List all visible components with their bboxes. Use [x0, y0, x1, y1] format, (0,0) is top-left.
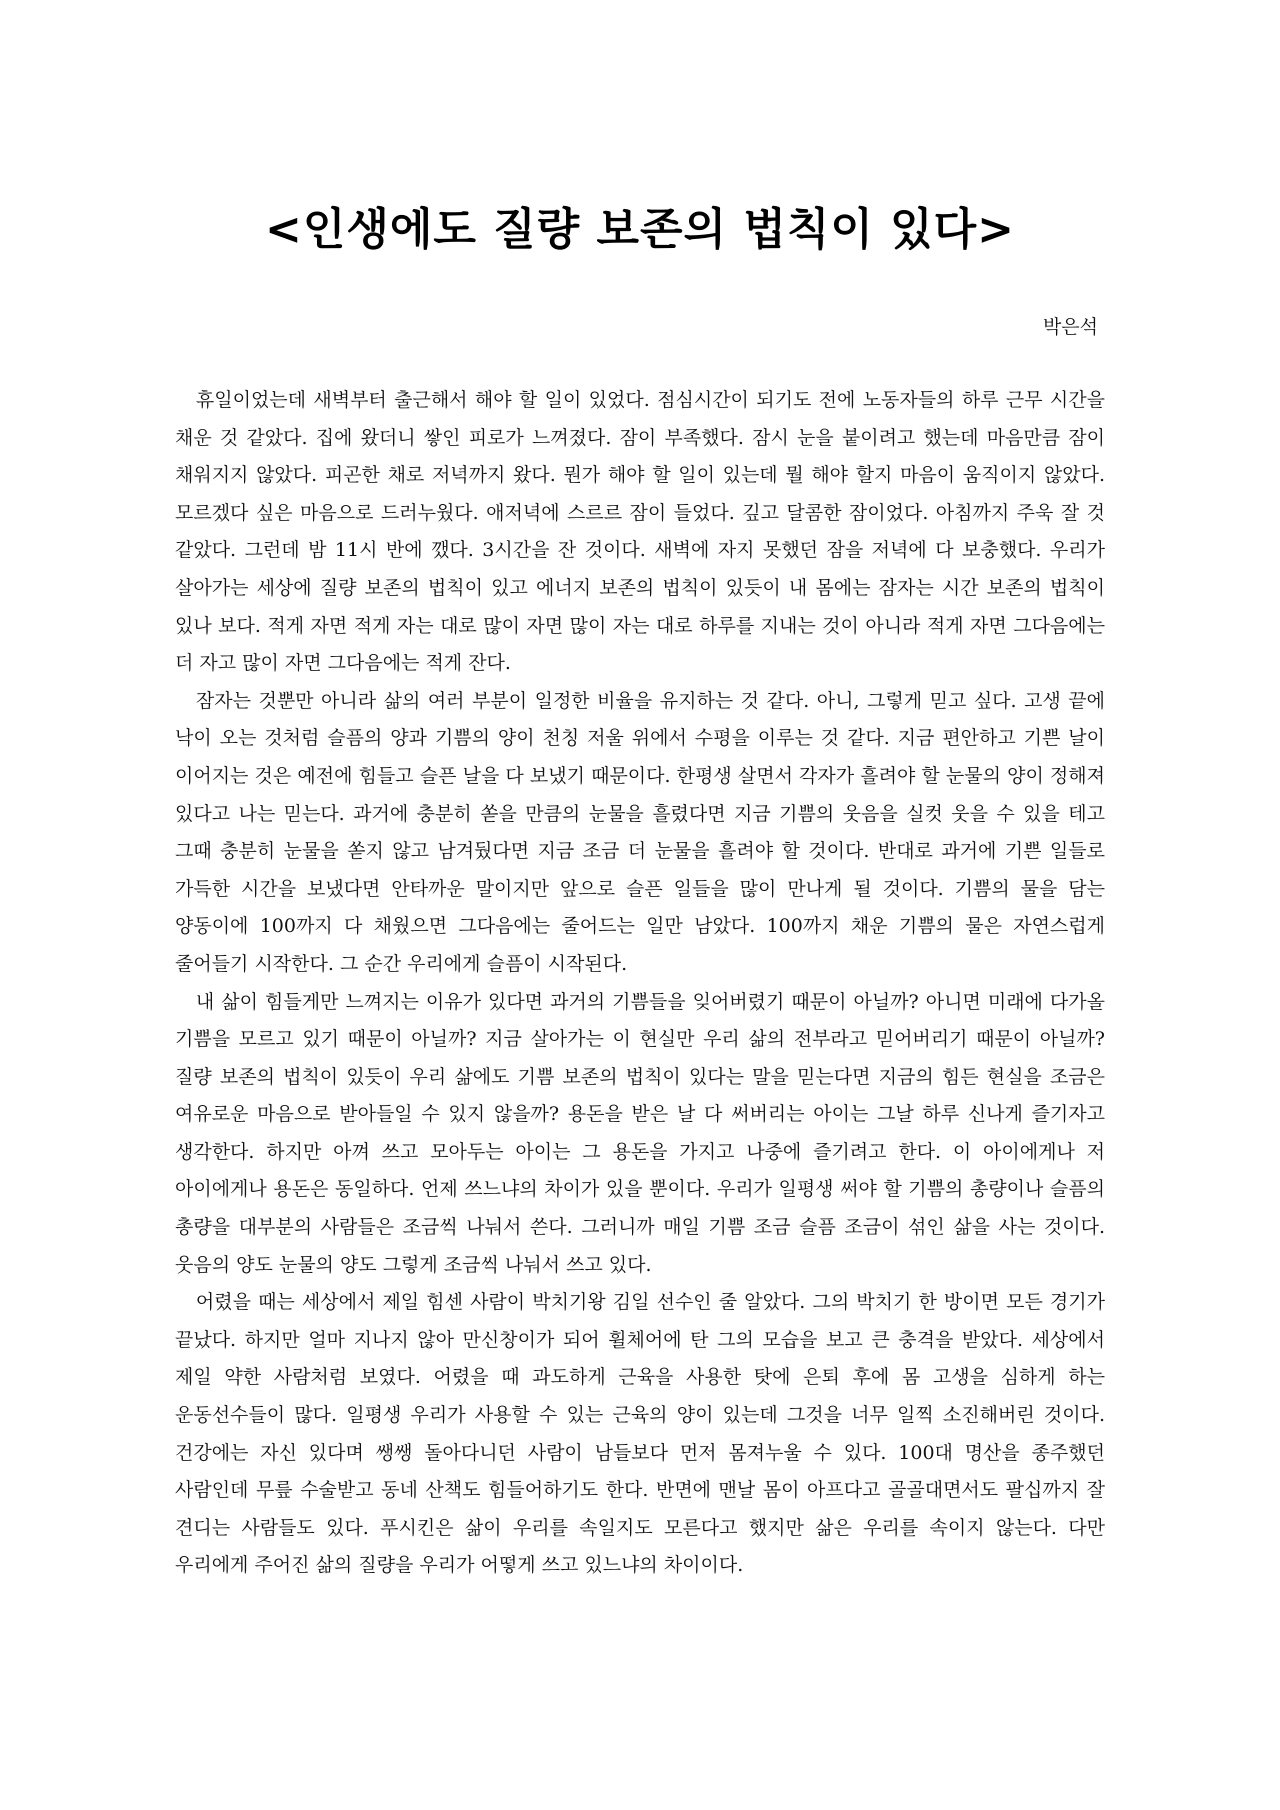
paragraph: 내 삶이 힘들게만 느껴지는 이유가 있다면 과거의 기쁨들을 잊어버렸기 때문이 아닐까? 아니면 미래에 다가올 기쁨을 모르고 있기 때문이 아닐까? 지금 살아가는 이 현실만 우리 삶의 전부라고 믿어버리기 때문이 아닐까? 질량 보존의 법칙이 있듯이 우리 삶에도 기쁨 보존의 법칙이 있다는 말을 믿는다면 지금의 힘든 현실을 조금은 여유로운 마음으로 받아들일 수 있지 않을까? 용돈을 받은 날 다 써버리는 아이는 그날 하루 신나게 즐기자고 생각한다. 하지만 아껴 쓰고 모아두는 아이는 그 용돈을 가지고 나중에 즐기려고 한다. 이 아이에게나 저 아이에게나 용돈은 동일하다. 언제 쓰느냐의 차이가 있을 뿐이다. 우리가 일평생 써야 할 기쁨의 총량이나 슬픔의 총량을 대부분의 사람들은 조금씩 나눠서 쓴다. 그러니까 매일 기쁨 조금 슬픔 조금이 섞인 삶을 사는 것이다. 웃음의 양도 눈물의 양도 그렇게 조금씩 나눠서 쓰고 있다.	[175, 990, 1105, 1276]
paragraph: 휴일이었는데 새벽부터 출근해서 해야 할 일이 있었다. 점심시간이 되기도 전에 노동자들의 하루 근무 시간을 채운 것 같았다. 집에 왔더니 쌓인 피로가 느껴졌다. 잠이 부족했다. 잠시 눈을 붙이려고 했는데 마음만큼 잠이 채워지지 않았다. 피곤한 채로 저녁까지 왔다. 뭔가 해야 할 일이 있는데 뭘 해야 할지 마음이 움직이지 않았다. 모르겠다 싶은 마음으로 드러누웠다. 애저녁에 스르르 잠이 들었다. 깊고 달콤한 잠이었다. 아침까지 주욱 잘 것 같았다. 그런데 밤 11시 반에 깼다. 3시간을 잔 것이다. 새벽에 자지 못했던 잠을 저녁에 다 보충했다. 우리가 살아가는 세상에 질량 보존의 법칙이 있고 에너지 보존의 법칙이 있듯이 내 몸에는 잠자는 시간 보존의 법칙이 있나 보다. 적게 자면 적게 자는 대로 많이 자면 많이 자는 대로 하루를 지내는 것이 아니라 적게 자면 그다음에는 더 자고 많이 자면 그다음에는 적게 잔다.	[175, 389, 1105, 675]
document-title: <인생에도 질량 보존의 법칙이 있다>	[264, 204, 1016, 255]
author-name: 박은석	[1042, 316, 1098, 338]
paragraph: 어렸을 때는 세상에서 제일 힘센 사람이 박치기왕 김일 선수인 줄 알았다. 그의 박치기 한 방이면 모든 경기가 끝났다. 하지만 얼마 지나지 않아 만신창이가 되어 휠체어에 탄 그의 모습을 보고 큰 충격을 받았다. 세상에서 제일 약한 사람처럼 보였다. 어렸을 때 과도하게 근육을 사용한 탓에 은퇴 후에 몸 고생을 심하게 하는 운동선수들이 많다. 일평생 우리가 사용할 수 있는 근육의 양이 있는데 그것을 너무 일찍 소진해버린 것이다. 건강에는 자신 있다며 쌩쌩 돌아다니던 사람이 남들보다 먼저 몸져누울 수 있다. 100대 명산을 종주했던 사람인데 무릎 수술받고 동네 산책도 힘들어하기도 한다. 반면에 맨날 몸이 아프다고 골골대면서도 팔십까지 잘 견디는 사람들도 있다. 푸시킨은 삶이 우리를 속일지도 모른다고 했지만 삶은 우리를 속이지 않는다. 다만 우리에게 주어진 삶의 질량을 우리가 어떻게 쓰고 있느냐의 차이이다.	[175, 1291, 1105, 1577]
paragraph: 잠자는 것뿐만 아니라 삶의 여러 부분이 일정한 비율을 유지하는 것 같다. 아니, 그렇게 믿고 싶다. 고생 끝에 낙이 오는 것처럼 슬픔의 양과 기쁨의 양이 천칭 저울 위에서 수평을 이루는 것 같다. 지금 편안하고 기쁜 날이 이어지는 것은 예전에 힘들고 슬픈 날을 다 보냈기 때문이다. 한평생 살면서 각자가 흘려야 할 눈물의 양이 정해져 있다고 나는 믿는다. 과거에 충분히 쏟을 만큼의 눈물을 흘렸다면 지금 기쁨의 웃음을 실컷 웃을 수 있을 테고 그때 충분히 눈물을 쏟지 않고 남겨뒀다면 지금 조금 더 눈물을 흘려야 할 것이다. 반대로 과거에 기쁜 일들로 가득한 시간을 보냈다면 안타까운 말이지만 앞으로 슬픈 일들을 많이 만나게 될 것이다. 기쁨의 물을 담는 양동이에 100까지 다 채웠으면 그다음에는 줄어드는 일만 남았다. 100까지 채운 기쁨의 물은 자연스럽게 줄어들기 시작한다. 그 순간 우리에게 슬픔이 시작된다.	[175, 689, 1105, 975]
document-body	[175, 382, 1105, 1585]
